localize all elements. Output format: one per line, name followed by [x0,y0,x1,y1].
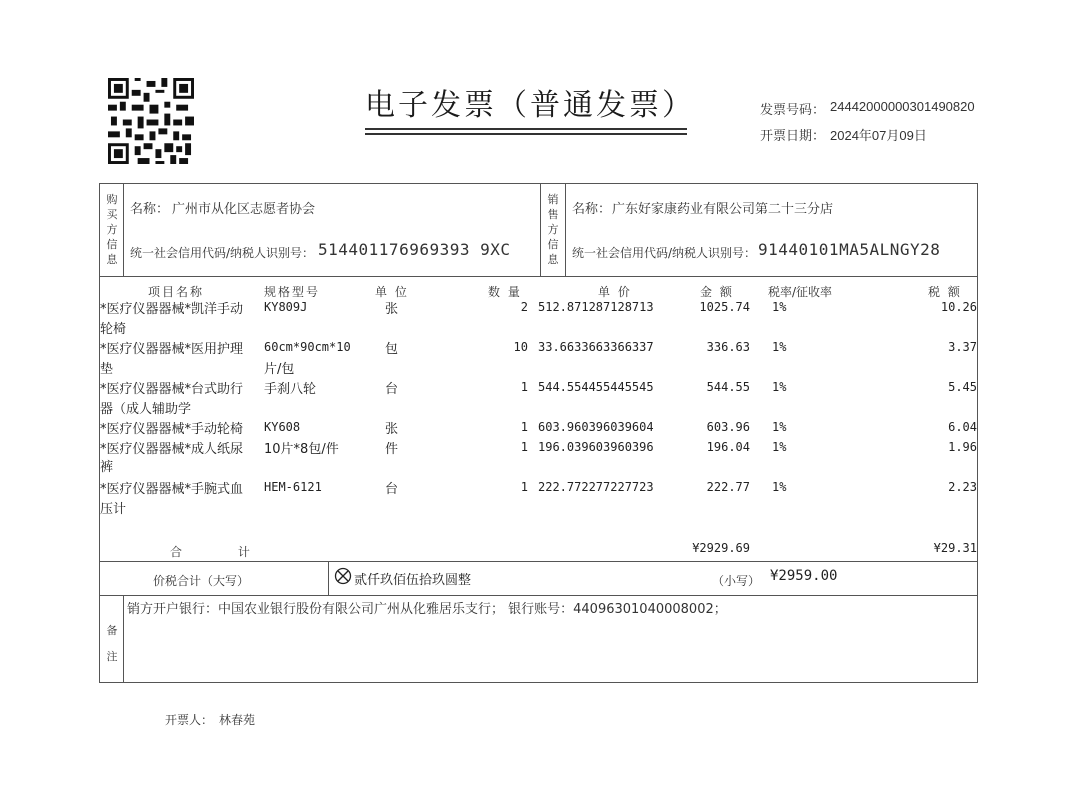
total-uppercase: 贰仟玖佰伍拾玖圆整 [354,573,472,588]
row-2-amount: 336.63 [706,340,750,354]
row-1-unit: 张 [385,302,399,317]
row-5-rate: 1% [772,440,787,454]
row-3-item-name: *医疗仪器器械*台式助行 [100,382,244,397]
row-1-amount: 1025.74 [699,300,750,314]
sum-divider [99,561,978,562]
row-3-tax: 5.45 [948,380,977,394]
issue-date-label: 开票日期： [760,129,826,144]
row-6-item-name-cont: 压计 [100,502,127,517]
row-4-tax: 6.04 [948,420,977,434]
header-tax: 税 额 [928,285,962,299]
row-3-rate: 1% [772,380,787,394]
row-3-amount: 544.55 [706,380,750,394]
buyer-name-label: 名称： [130,202,170,217]
buyer-label-divider [123,183,124,276]
seller-taxid-label: 统一社会信用代码/纳税人识别号： [572,246,757,260]
seller-section-label: 销售方信息 [547,193,559,266]
row-3-qty: 1 [520,380,528,394]
row-4-price: 603.960396039604 [538,420,654,434]
buyer-name: 广州市从化区志愿者协会 [172,202,316,217]
row-2-spec-cont: 片/包 [264,362,295,377]
row-2-tax: 3.37 [948,340,977,354]
row-4-item-name: *医疗仪器器械*手动轮椅 [100,422,244,437]
row-1-qty: 2 [520,300,528,314]
buyer-taxid: 514401176969393 9XC [318,240,511,259]
buyer-section-label: 购买方信息 [106,193,118,266]
row-5-unit: 件 [385,442,399,457]
row-2-item-name-cont: 垫 [100,362,114,377]
row-2-qty: 10 [513,340,528,354]
sum-amount: ¥2929.69 [692,541,750,555]
row-4-amount: 603.96 [706,420,750,434]
row-2-price: 33.6633663366337 [538,340,654,354]
issuer-name: 林春苑 [219,713,256,727]
qr-code [107,78,195,164]
invoice-title: 电子发票（普通发票） [365,88,695,123]
sum-label: 合 计 [170,545,256,559]
row-6-item-name: *医疗仪器器械*手腕式血 [100,482,244,497]
row-5-item-name: *医疗仪器器械*成人纸尿 [100,442,244,457]
seller-label-divider [565,183,566,276]
row-6-qty: 1 [520,480,528,494]
row-3-spec: 手刹八轮 [264,382,317,397]
invoice-number-label: 发票号码： [760,103,826,118]
seller-name-label: 名称： [572,202,612,217]
buyer-taxid-label: 统一社会信用代码/纳税人识别号： [130,246,315,260]
row-1-spec: KY809J [264,300,308,314]
issuer-label: 开票人： [165,713,214,727]
total-label-divider [328,561,329,595]
row-5-price: 196.039603960396 [538,440,654,454]
issue-date: 2024年07月09日 [830,128,927,143]
row-6-unit: 台 [385,482,399,497]
row-6-price: 222.772277227723 [538,480,654,494]
header-price: 单 价 [598,285,632,299]
row-5-amount: 196.04 [706,440,750,454]
row-6-amount: 222.77 [706,480,750,494]
row-5-spec: 10片*8包/件 [264,442,339,457]
row-1-item-name-cont: 轮椅 [100,322,127,337]
row-2-item-name: *医疗仪器器械*医用护理 [100,342,244,357]
row-2-spec: 60cm*90cm*10 [264,340,351,354]
title-underline-second [365,133,687,135]
row-1-price: 512.871287128713 [538,300,654,314]
row-4-qty: 1 [520,420,528,434]
remarks-label-divider [123,595,124,683]
title-underline [365,128,687,130]
row-2-unit: 包 [385,342,399,357]
row-6-spec: HEM-6121 [264,480,322,494]
party-center-divider [540,183,541,276]
row-3-unit: 台 [385,382,399,397]
party-divider [99,276,978,277]
total-small-value: ¥2959.00 [770,568,838,584]
total-small-label: （小写） [712,574,761,588]
header-spec: 规格型号 [264,285,321,299]
header-item-name: 项目名称 [148,285,205,299]
remarks-label: 备注 [106,624,118,663]
seller-name: 广东好家康药业有限公司第二十三分店 [612,202,834,217]
row-6-tax: 2.23 [948,480,977,494]
row-5-item-name-cont: 裤 [100,460,114,475]
total-divider [99,595,978,596]
row-6-rate: 1% [772,480,787,494]
row-3-price: 544.554455445545 [538,380,654,394]
remarks-text: 销方开户银行：中国农业银行股份有限公司广州从化雅居乐支行； 银行账号：44096301040008002； [127,602,727,617]
row-4-rate: 1% [772,420,787,434]
header-unit: 单 位 [375,285,409,299]
invoice-number: 24442000000301490820 [830,99,975,114]
header-rate: 税率/征收率 [768,285,833,299]
row-4-unit: 张 [385,422,399,437]
row-5-tax: 1.96 [948,440,977,454]
row-1-tax: 10.26 [940,300,977,314]
row-4-spec: KY608 [264,420,301,434]
row-3-item-name-cont: 器（成人辅助学 [100,402,192,417]
row-1-rate: 1% [772,300,787,314]
row-5-qty: 1 [520,440,528,454]
cross-circle-icon [334,567,352,585]
total-label: 价税合计（大写） [153,574,250,588]
header-amount: 金 额 [700,285,734,299]
header-qty: 数 量 [488,285,522,299]
row-2-rate: 1% [772,340,787,354]
sum-tax: ¥29.31 [933,541,977,555]
row-1-item-name: *医疗仪器器械*凯洋手动 [100,302,244,317]
seller-taxid: 91440101MA5ALNGY28 [758,240,941,259]
